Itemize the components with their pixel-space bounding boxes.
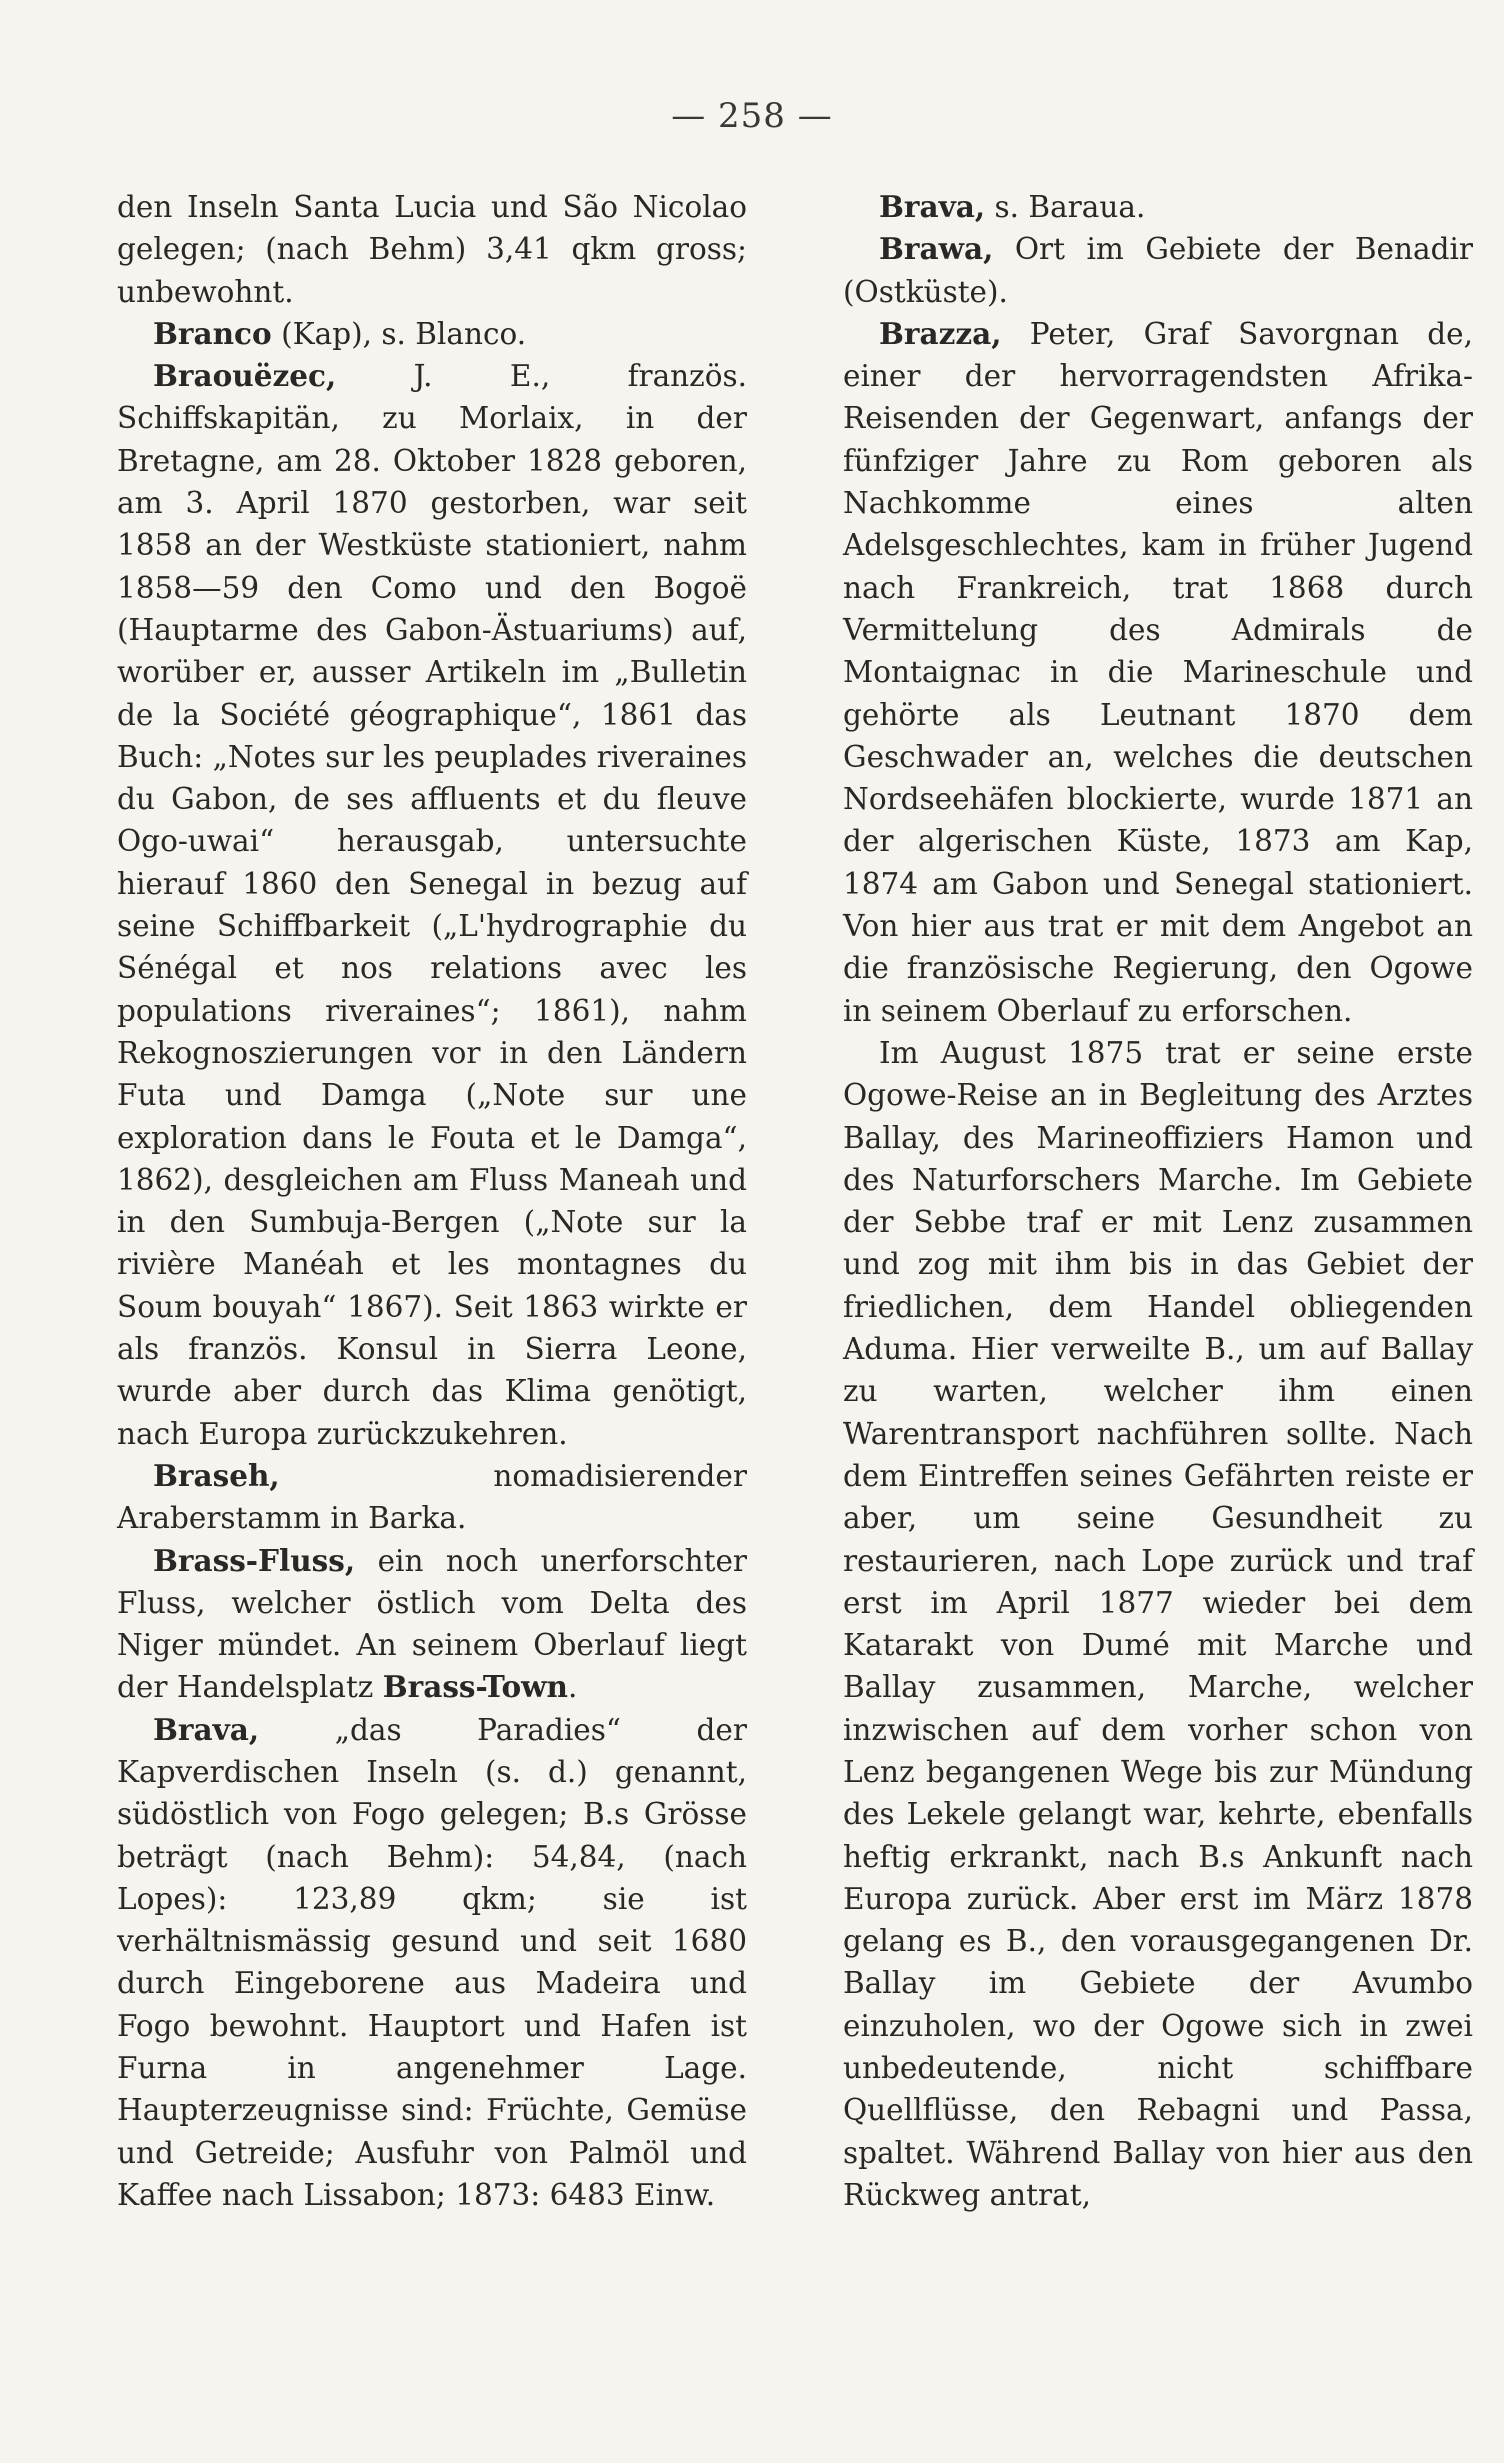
entry-brava — [117, 1709, 747, 2217]
entry-brawa — [843, 228, 1473, 313]
entry-text: „das Paradies“ der Kapverdischen Inseln (s. d.) genannt, südöstlich von Fogo gelegen; B.s Grösse beträgt (nach Behm): 54,84, (nach Lopes): 123,89 qkm; sie ist verhältnismässig gesund und seit 1680 durch Eingeborene aus Madeira und Fogo bewohnt. Hauptort und Hafen ist Furna in angenehmer Lage. Haupterzeugnisse sind: Früchte, Gemüse und Getreide; Ausfuhr von Palmöl und Kaffee nach Lissabon; 1873: 6483 Einw. — [117, 1712, 747, 2212]
page-number: — 258 — — [671, 96, 833, 136]
entry-text: nomadisierender Araberstamm in Barka. — [117, 1458, 747, 1536]
entry-headword: Brava, — [153, 1711, 260, 1747]
entry-headword: Brawa, — [879, 231, 994, 267]
entry-text: J. E., französ. Schiffskapitän, zu Morlaix, in der Bretagne, am 28. Oktober 1828 geboren, am 3. April 1870 gestorben, war seit 1858 an der Westküste stationiert, nahm 1858—59 den Como und den Bogoë (Hauptarme des Gabon-Ästuariums) auf, worüber er, ausser Artikeln im „Bulletin de la Société géographique“, 1861 das Buch: „Notes sur les peuplades riveraines du Gabon, de ses affluents et du fleuve Ogo-uwai“ herausgab, untersuchte hierauf 1860 den Senegal in bezug auf seine Schiffbarkeit („L'hydrographie du Sénégal et nos relations avec les populations riveraines“; 1861), nahm Rekognoszierungen vor in den Ländern Futa und Damga („Note sur une exploration dans le Fouta et le Damga“, 1862), desgleichen am Fluss Maneah und in den Sumbuja-Bergen („Note sur la rivière Manéah et les montagnes du Soum bouyah“ 1867). Seit 1863 wirkte er als französ. Konsul in Sierra Leone, wurde aber durch das Klima genötigt, nach Europa zurückzukehren. — [117, 359, 747, 1451]
left-column — [117, 186, 747, 2216]
entry-headword: Brazza, — [879, 315, 1002, 351]
entry-text: Im August 1875 trat er seine erste Ogowe-Reise an in Begleitung des Arztes Ballay, des Marineoffiziers Hamon und des Naturforschers Marche. Im Gebiete der Sebbe traf er mit Lenz zusammen und zog mit ihm bis in das Gebiet der friedlichen, dem Handel obliegenden Aduma. Hier verweilte B., um auf Ballay zu warten, welcher ihm einen Warentransport nachführen sollte. Nach dem Eintreffen seines Gefährten reiste er aber, um seine Gesundheit zu restaurieren, nach Lope zurück und traf erst im April 1877 wieder bei dem Katarakt von Dumé mit Marche und Ballay zusammen, Marche, welcher inzwischen auf dem vorher schon von Lenz begangenen Wege bis zur Mündung des Lekele gelangt war, kehrte, ebenfalls heftig erkrankt, nach B.s Ankunft nach Europa zurück. Aber erst im März 1878 gelang es B., den vorausgegangenen Dr. Ballay im Gebiete der Avumbo einzuholen, wo der Ogowe sich in zwei unbedeutende, nicht schiffbare Quellflüsse, den Rebagni und Passa, spaltet. Während Ballay von hier aus den Rückweg antrat, — [843, 1035, 1473, 2212]
entry-tail: . — [568, 1670, 578, 1705]
entry-brava-ref — [843, 186, 1473, 228]
entry-braseh — [117, 1455, 747, 1540]
entry-headword: Branco — [153, 315, 272, 351]
entry-brazza-paragraph — [843, 1032, 1473, 2216]
entry-emphasis: Brass-Town — [382, 1669, 568, 1705]
entry-headword: Brava, — [879, 189, 986, 224]
entry-continuation — [117, 186, 747, 313]
entry-brazza — [843, 313, 1473, 1032]
entry-brass-fluss — [117, 1540, 747, 1709]
entry-text: den Inseln Santa Lucia und São Nicolao gelegen; (nach Behm) 3,41 qkm gross; unbewohnt. — [117, 190, 747, 309]
entry-branco — [117, 313, 747, 355]
entry-text: Peter, Graf Savorgnan de, einer der hervorragendsten Afrika-Reisenden der Gegenwart, anfangs der fünfziger Jahre zu Rom geboren als Nachkomme eines alten Adelsgeschlechtes, kam in früher Jugend nach Frankreich, trat 1868 durch Vermittelung des Admirals de Montaignac in die Marineschule und gehörte als Leutnant 1870 dem Geschwader an, welches die deutschen Nordseehäfen blockierte, wurde 1871 an der algerischen Küste, 1873 am Kap, 1874 am Gabon und Senegal stationiert. Von hier aus trat er mit dem Angebot an die französische Regierung, den Ogowe in seinem Oberlauf zu erforschen. — [843, 316, 1473, 1028]
entry-headword: Brass-Fluss, — [153, 1542, 356, 1578]
entry-text: s. Baraua. — [985, 190, 1146, 224]
entry-headword: Braseh, — [153, 1457, 280, 1493]
right-column — [843, 186, 1473, 2216]
entry-text: Ort im Gebiete der Benadir (Ostküste). — [843, 232, 1473, 309]
entry-headword: Braouëzec, — [153, 358, 337, 394]
entry-text: ein noch unerforschter Fluss, welcher östlich vom Delta des Niger mündet. An seinem Oberlauf liegt der Handelsplatz — [117, 1543, 747, 1705]
entry-text: (Kap), s. Blanco. — [271, 316, 527, 351]
entry-braouezec — [117, 355, 747, 1455]
